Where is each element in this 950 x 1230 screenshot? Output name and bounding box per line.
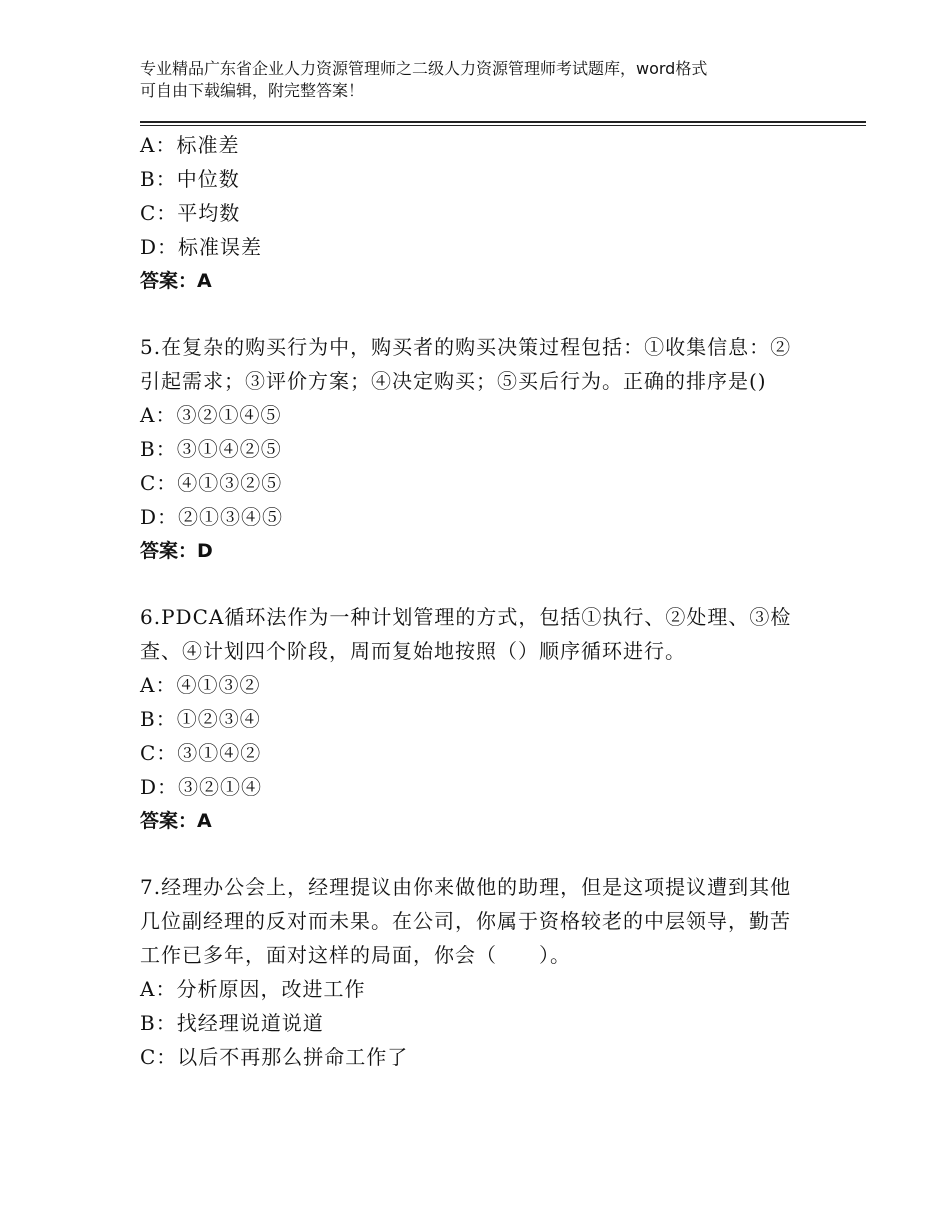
option-c: C：④①③②⑤ [140, 471, 283, 495]
question-list [140, 128, 800, 1074]
option-a: A：标准差 [140, 133, 240, 157]
option-c: C：③①④② [140, 741, 262, 765]
document-header [140, 58, 820, 102]
option-d: D：②①③④⑤ [140, 505, 284, 529]
question-text: 7.经理办公会上，经理提议由你来做他的助理，但是这项提议遭到其他几位副经理的反对而未果。在公司，你属于资格较老的中层领导，勤苦工作已多年，面对这样的局面，你会（ ）。 [140, 875, 792, 967]
option-c: C：以后不再那么拼命工作了 [140, 1045, 409, 1069]
question-5 [140, 330, 800, 568]
question-6 [140, 600, 800, 838]
option-b: B：③①④②⑤ [140, 437, 282, 461]
divider-thin-line [140, 125, 866, 126]
option-a: A：③②①④⑤ [140, 403, 282, 427]
question-4 [140, 128, 800, 298]
header-title-line-1: 专业精品广东省企业人力资源管理师之二级人力资源管理师考试题库，word格式 [140, 59, 708, 78]
option-a: A：④①③② [140, 673, 261, 697]
header-divider [140, 121, 866, 127]
option-d: D：③②①④ [140, 775, 263, 799]
divider-thick-line [140, 121, 866, 123]
option-b: B：①②③④ [140, 707, 261, 731]
question-text: 6.PDCA循环法作为一种计划管理的方式，包括①执行、②处理、③检查、④计划四个阶段，周而复始地按照（）顺序循环进行。 [140, 605, 792, 663]
option-d: D：标准误差 [140, 235, 263, 259]
question-text: 5.在复杂的购买行为中，购买者的购买决策过程包括：①收集信息：②引起需求；③评价方案；④决定购买；⑤买后行为。正确的排序是() [140, 335, 792, 393]
option-b: B：找经理说道说道 [140, 1011, 324, 1035]
answer: 答案：A [140, 270, 212, 292]
answer: 答案：A [140, 810, 212, 832]
option-a: A：分析原因，改进工作 [140, 977, 366, 1001]
option-b: B：中位数 [140, 167, 240, 191]
header-title-line-2: 可自由下载编辑，附完整答案！ [140, 81, 365, 100]
question-7 [140, 870, 800, 1074]
option-c: C：平均数 [140, 201, 241, 225]
answer: 答案：D [140, 540, 213, 562]
